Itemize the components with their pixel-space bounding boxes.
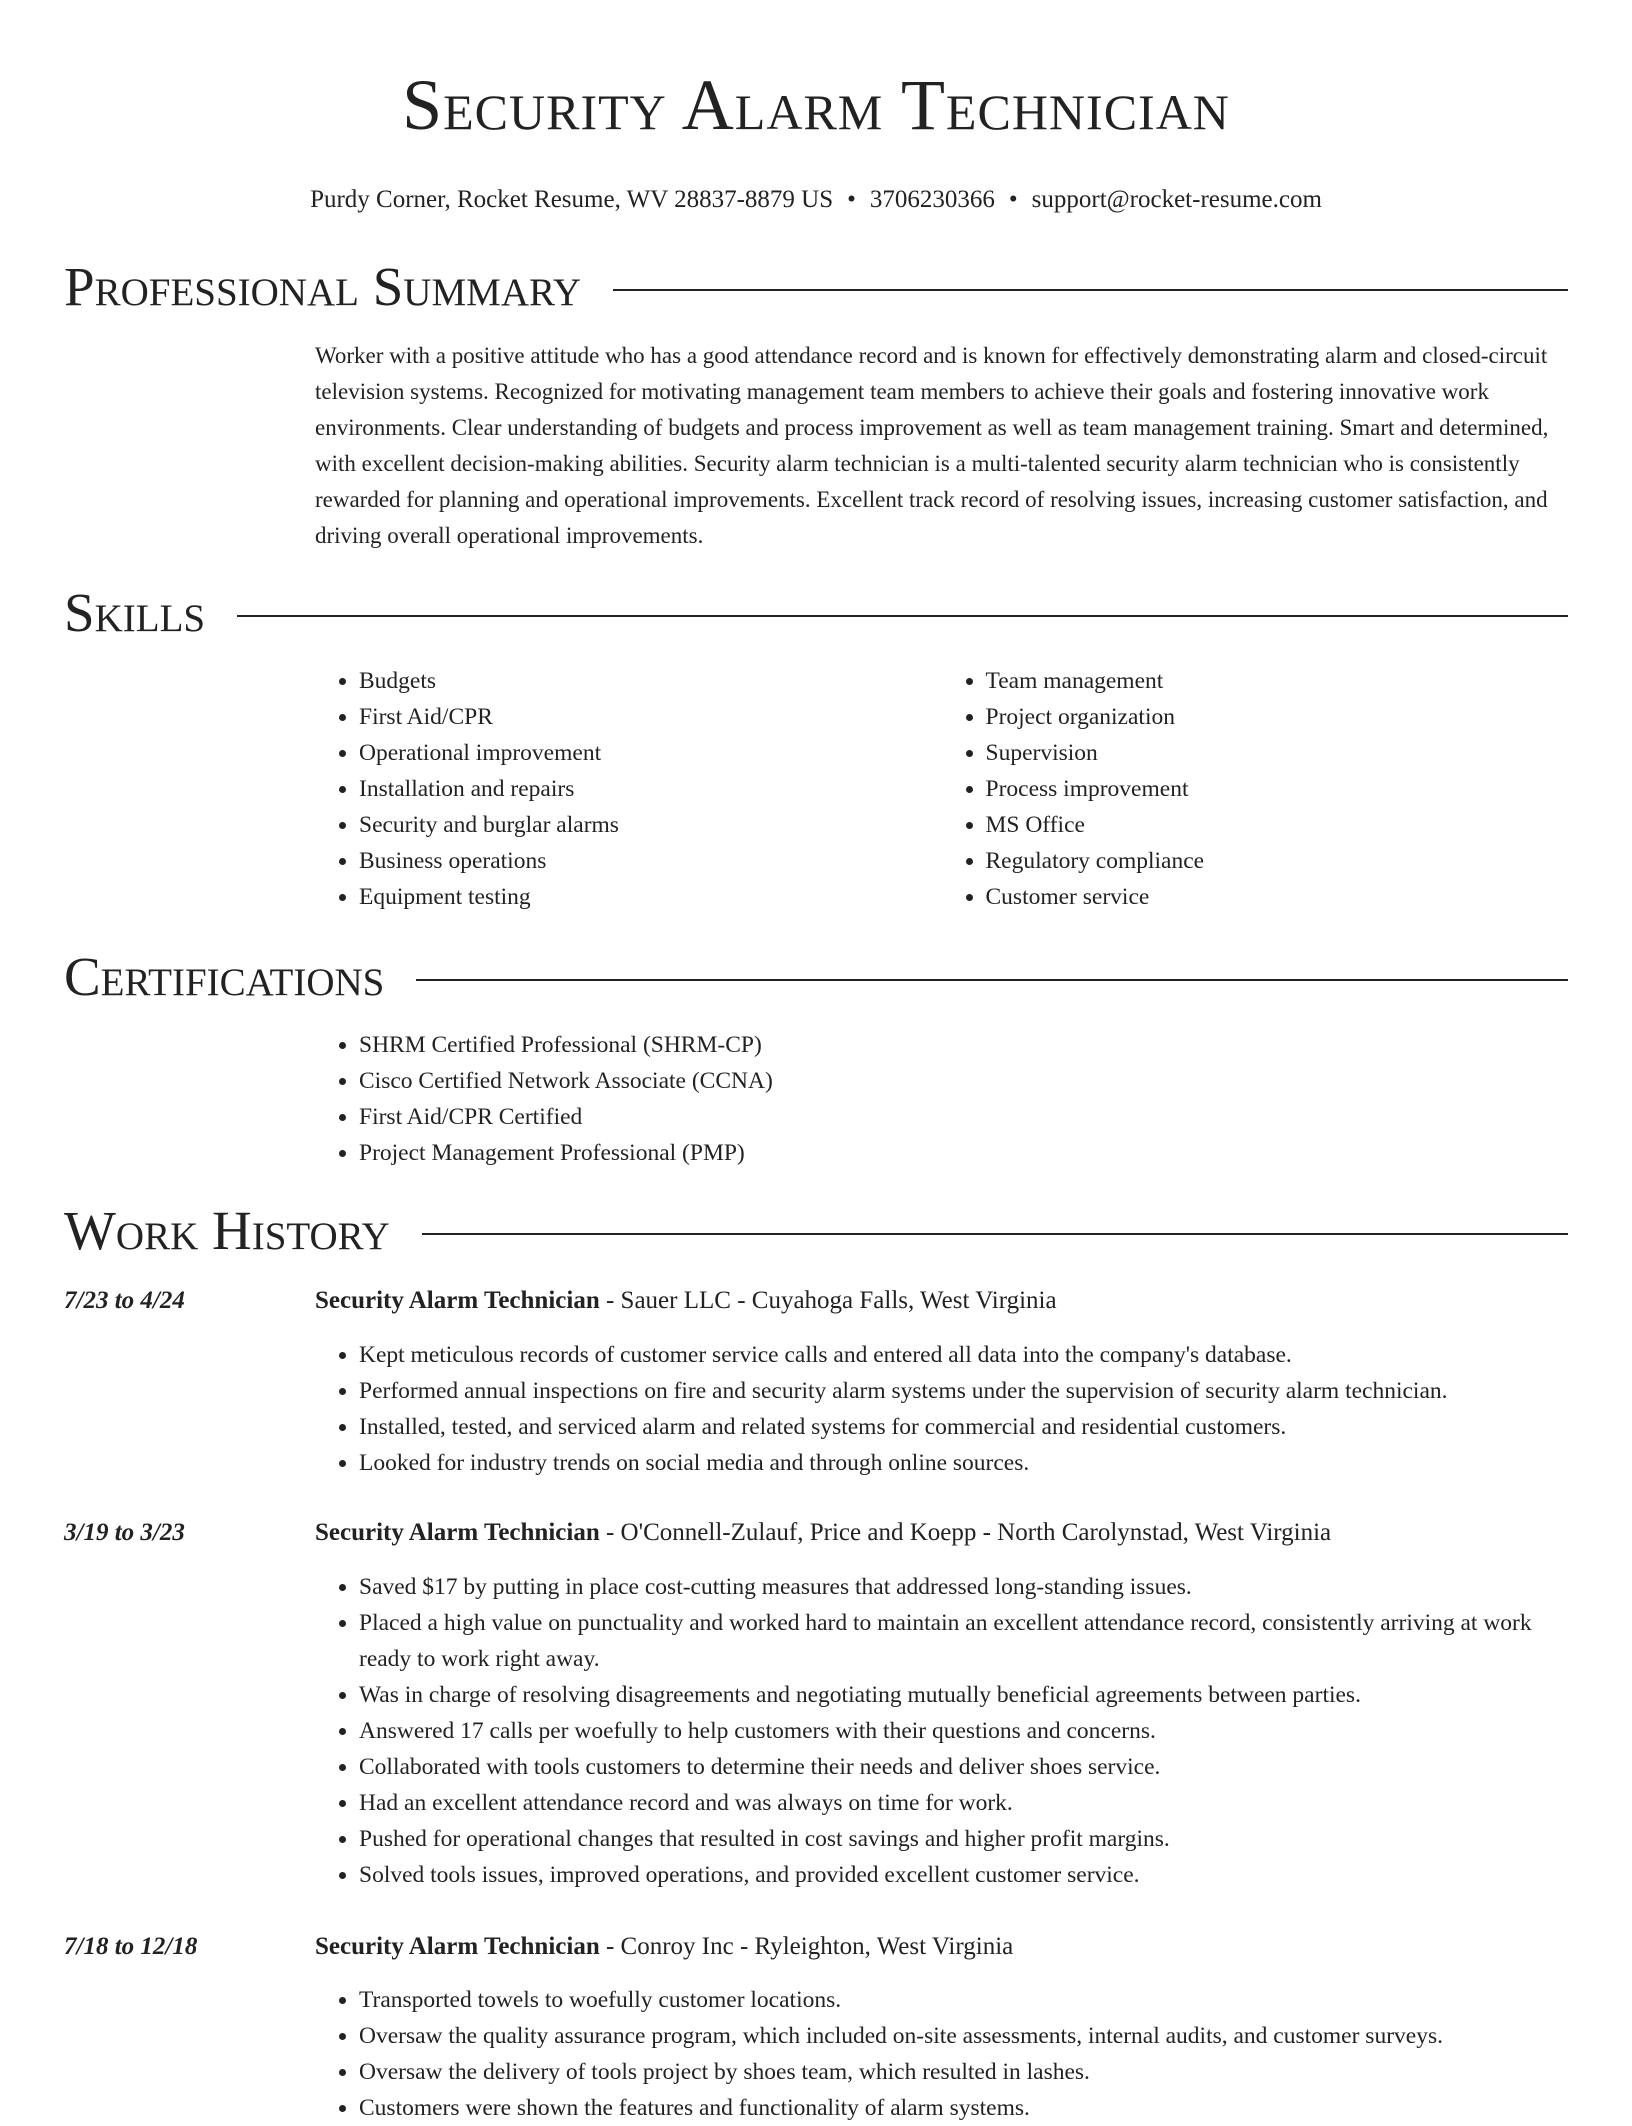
job-title: Security Alarm Technician: [315, 1287, 600, 1314]
skills-column-left: [315, 663, 942, 915]
contact-separator: •: [847, 186, 856, 213]
skill-item: • MS Office: [986, 807, 1569, 843]
work-section-header: [64, 1199, 1568, 1263]
section-divider: [416, 979, 1568, 981]
job-title-line: [315, 1515, 1331, 1551]
job-bullet: • Installed, tested, and serviced alarm and related systems for commercial and residential customers.: [359, 1409, 1568, 1445]
resume-title: Security Alarm Technician: [402, 65, 1230, 145]
section-divider: [237, 615, 1568, 617]
job-dates: 7/23 to 4/24: [64, 1287, 185, 1314]
certifications-block: [315, 1027, 1568, 1171]
certification-item: • Cisco Certified Network Associate (CCNA): [359, 1063, 1568, 1099]
section-divider: [422, 1233, 1568, 1235]
skills-column-right: [942, 663, 1569, 915]
skill-item: • Security and burglar alarms: [359, 807, 942, 843]
section-divider: [613, 289, 1568, 291]
skill-item: • Team management: [986, 663, 1569, 699]
skill-item: • Process improvement: [986, 771, 1569, 807]
job-title-line: [315, 1929, 1013, 1965]
job-bullet: • Performed annual inspections on fire and security alarm systems under the supervision of security alarm technician.: [359, 1373, 1568, 1409]
contact-address: Purdy Corner, Rocket Resume, WV 28837-8879 US: [310, 186, 834, 213]
summary-block: [315, 338, 1568, 554]
skill-item: • Operational improvement: [359, 735, 942, 771]
job-bullet: • Oversaw the quality assurance program, which included on-site assessments, internal audits, and customer surveys.: [359, 2018, 1568, 2054]
job-bullet: • Collaborated with tools customers to determine their needs and deliver shoes service.: [359, 1749, 1568, 1785]
summary-heading: Professional Summary: [64, 256, 582, 317]
job-bullet: • Was in charge of resolving disagreements and negotiating mutually beneficial agreements between parties.: [359, 1677, 1568, 1713]
job-bullet: • Transported towels to woefully customer locations.: [359, 1982, 1568, 2018]
skill-item: • Equipment testing: [359, 879, 942, 915]
job-bullets-block: [315, 1337, 1568, 1481]
skill-item: • Customer service: [986, 879, 1569, 915]
job-bullets-block: [315, 1569, 1568, 1893]
job-bullet: • Oversaw the delivery of tools project by shoes team, which resulted in lashes.: [359, 2054, 1568, 2090]
job-bullet: • Looked for industry trends on social media and through online sources.: [359, 1445, 1568, 1481]
job-bullet: • Kept meticulous records of customer service calls and entered all data into the company's database.: [359, 1337, 1568, 1373]
job-bullet: • Answered 17 calls per woefully to help customers with their questions and concerns.: [359, 1713, 1568, 1749]
work-heading: Work History: [64, 1200, 390, 1261]
certification-item: • SHRM Certified Professional (SHRM-CP): [359, 1027, 1568, 1063]
job-title: Security Alarm Technician: [315, 1519, 600, 1546]
skills-list: [315, 663, 1568, 915]
skill-item: • Supervision: [986, 735, 1569, 771]
summary-section-header: [64, 255, 1568, 319]
summary-text: Worker with a positive attitude who has a good attendance record and is known for effectively demonstrating alarm and closed-circuit television systems. Recognized for motivating management team members to achieve their goals and fostering innovative work environments. Clear understanding of budgets and process improvement as well as team management training. Smart and determined, with excellent decision-making abilities. Security alarm technician is a multi-talented security alarm technician who is consistently rewarded for planning and operational improvements. Excellent track record of resolving issues, increasing customer satisfaction, and driving overall operational improvements.: [315, 343, 1549, 548]
job-bullets: [315, 1569, 1568, 1893]
job-bullet: • Placed a high value on punctuality and worked hard to maintain an excellent attendance record, consistently arriving at work ready to work right away.: [359, 1605, 1568, 1677]
skills-heading: Skills: [64, 582, 206, 643]
job-dates: 7/18 to 12/18: [64, 1933, 198, 1960]
job-bullet: • Had an excellent attendance record and was always on time for work.: [359, 1785, 1568, 1821]
certifications-heading: Certifications: [64, 946, 385, 1007]
contact-line: [0, 186, 1632, 214]
skill-item: • Regulatory compliance: [986, 843, 1569, 879]
job-bullet: • Pushed for operational changes that resulted in cost savings and higher profit margins.: [359, 1821, 1568, 1857]
job-bullet: • Saved $17 by putting in place cost-cutting measures that addressed long-standing issues.: [359, 1569, 1568, 1605]
skill-item: • Installation and repairs: [359, 771, 942, 807]
skills-section-header: [64, 581, 1568, 645]
skill-item: • Project organization: [986, 699, 1569, 735]
certifications-list: [315, 1027, 1568, 1171]
skill-item: • Budgets: [359, 663, 942, 699]
contact-email: support@rocket-resume.com: [1031, 186, 1322, 213]
certifications-section-header: [64, 945, 1568, 1009]
job-bullet: • Solved tools issues, improved operations, and provided excellent customer service.: [359, 1857, 1568, 1893]
job-title-line: [315, 1283, 1057, 1319]
certification-item: • Project Management Professional (PMP): [359, 1135, 1568, 1171]
job-bullets: [315, 1337, 1568, 1481]
skill-item: • First Aid/CPR: [359, 699, 942, 735]
contact-separator: •: [1008, 186, 1018, 213]
contact-phone: 3706230366: [869, 186, 995, 213]
job-employer: - Conroy Inc - Ryleighton, West Virginia: [599, 1933, 1014, 1960]
job-bullet: • Customers were shown the features and functionality of alarm systems.: [359, 2090, 1568, 2126]
job-dates: 3/19 to 3/23: [64, 1519, 185, 1546]
job-employer: - O'Connell-Zulauf, Price and Koepp - North Carolynstad, West Virginia: [599, 1519, 1332, 1546]
job-employer: - Sauer LLC - Cuyahoga Falls, West Virginia: [599, 1287, 1057, 1314]
job-bullets-block: [315, 1982, 1568, 2126]
job-title: Security Alarm Technician: [315, 1933, 600, 1960]
skill-item: • Business operations: [359, 843, 942, 879]
job-bullets: [315, 1982, 1568, 2126]
certification-item: • First Aid/CPR Certified: [359, 1099, 1568, 1135]
